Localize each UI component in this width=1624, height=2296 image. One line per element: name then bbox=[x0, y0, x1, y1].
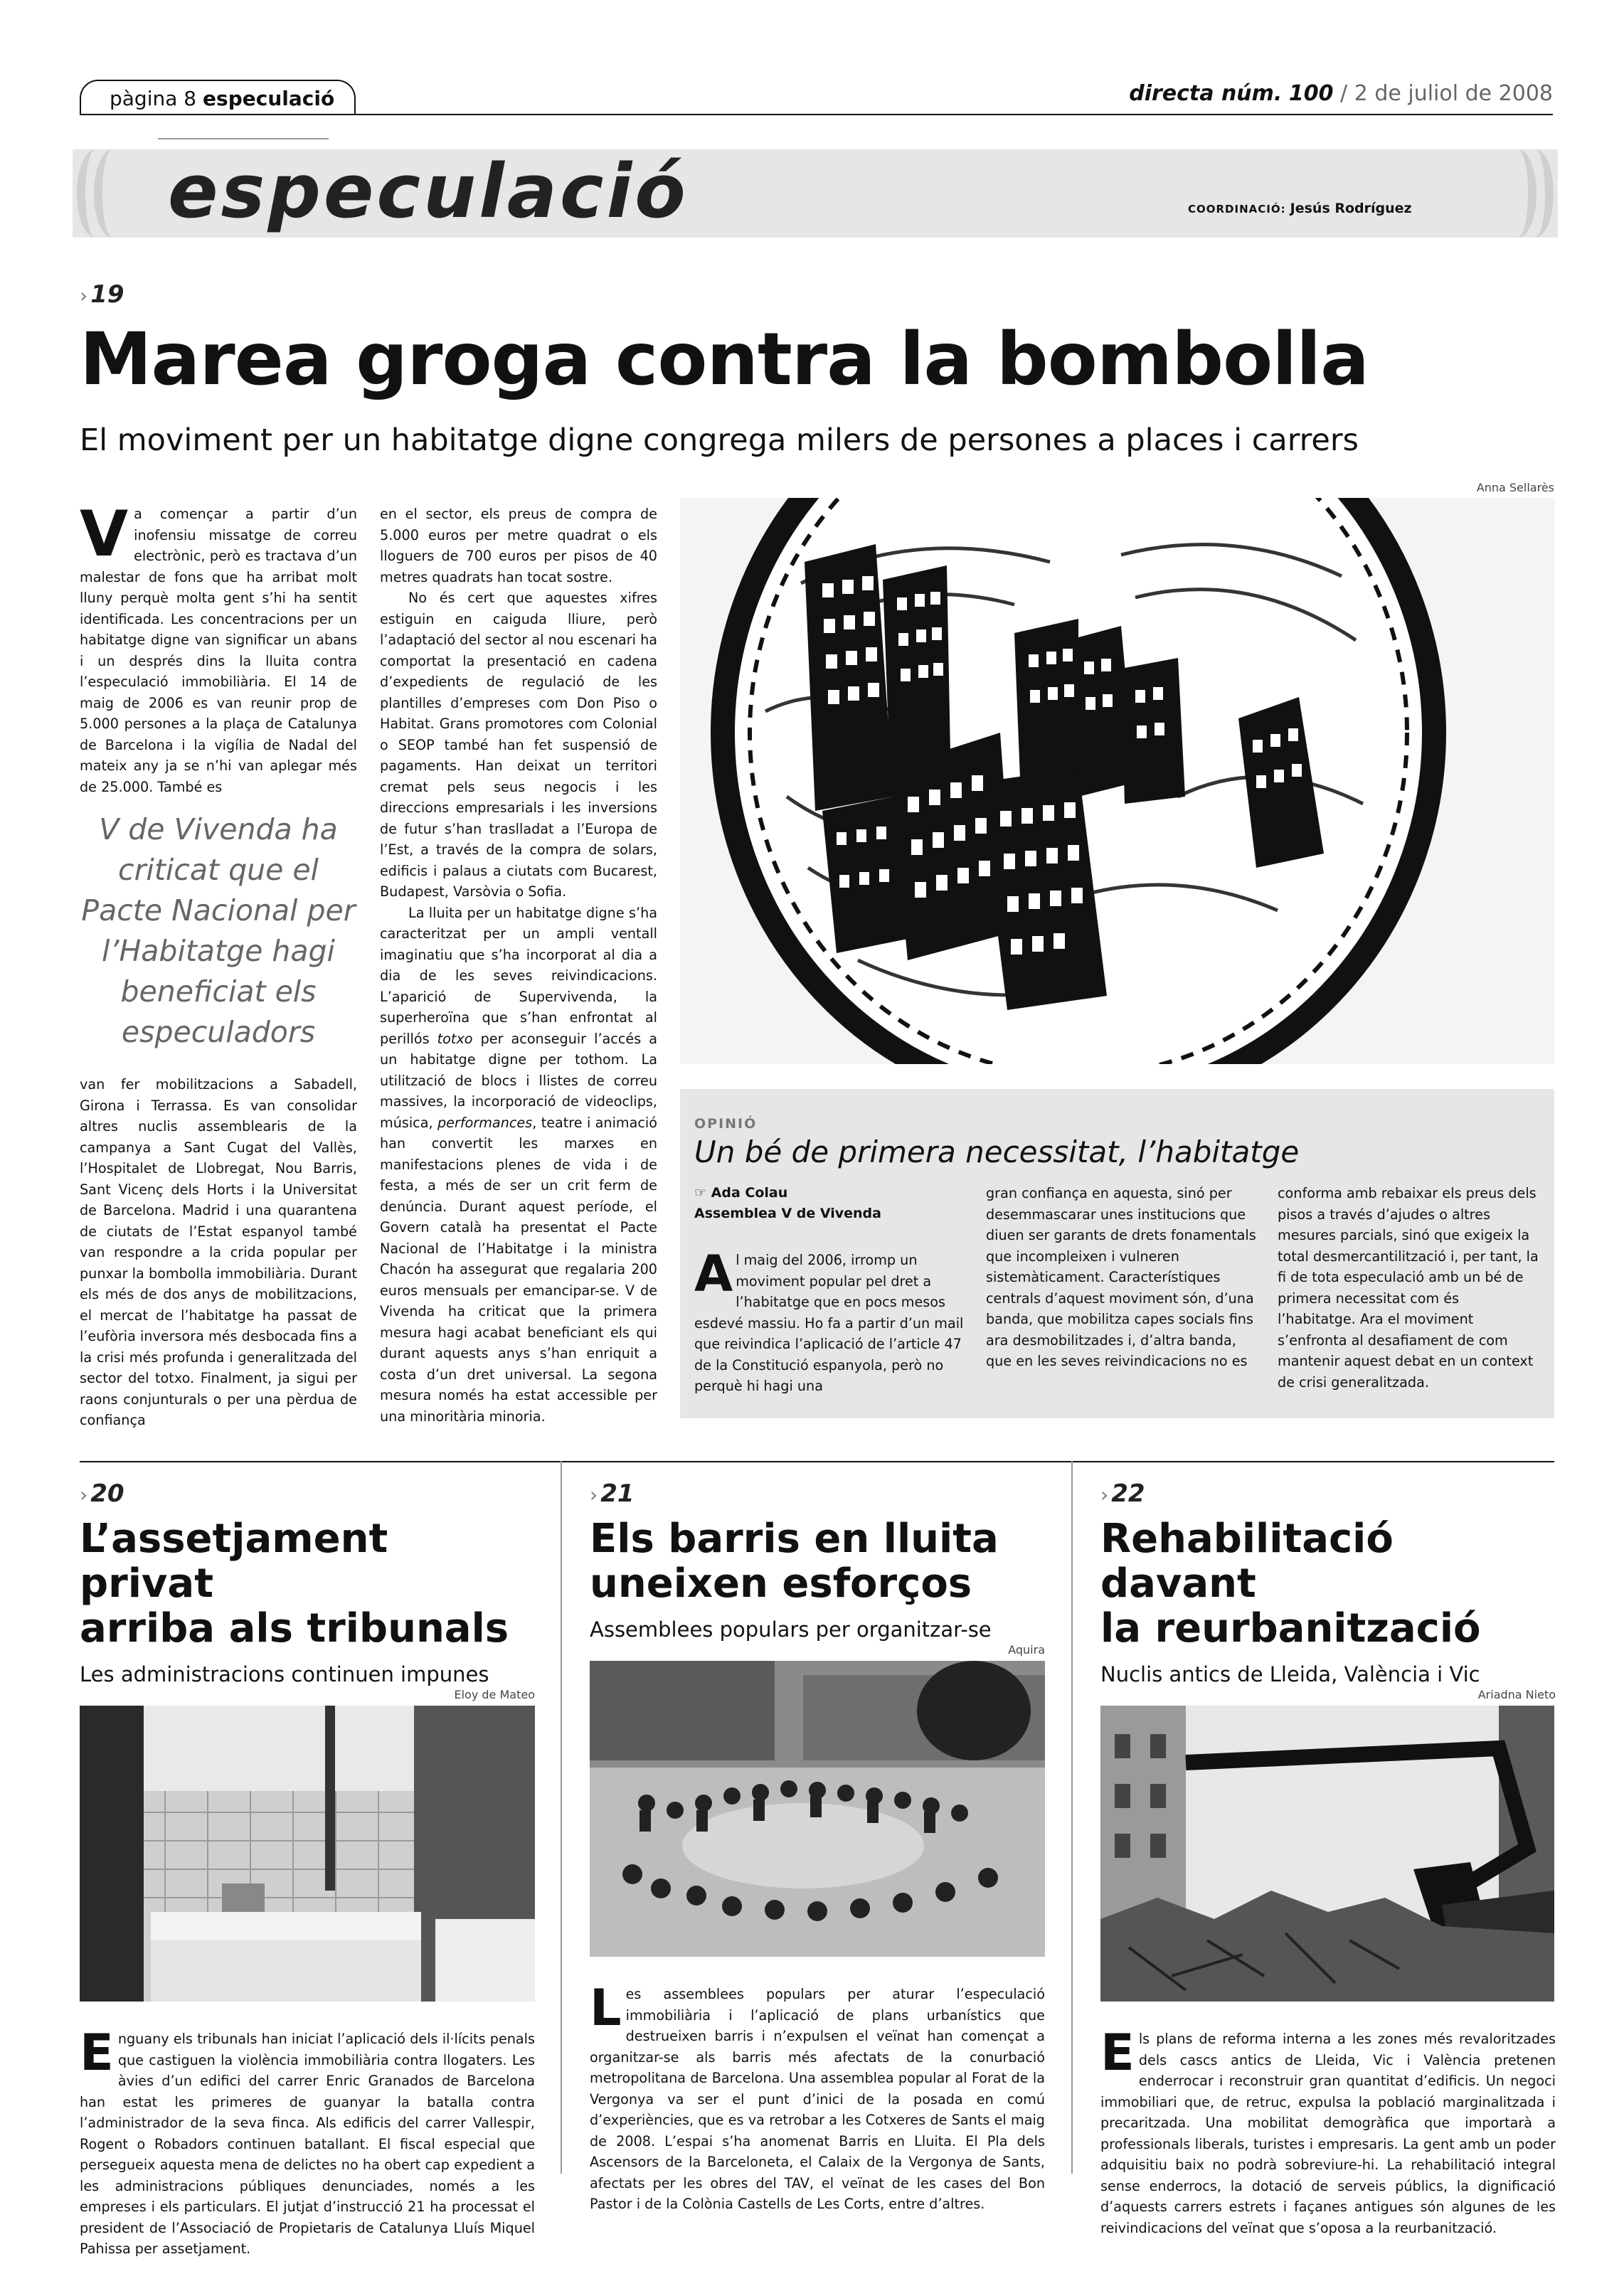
paragraph: es assemblees populars per aturar l’especulació immobiliària i l’aplicació de plans urbanístics que destrueixen barris i n’expulsen el veïnat han començat a organitzar-se als barris més afectats de la conurbació metropolitana de Barcelona. Una assemblea popular al Forat de la Vergonya va ser el punt d’inici de la posada en comú d’experiències, que es va retrobar a les Cotxeres de Sants el maig de 2008. L’espai s’ha anomenat Barris en Lluita. El Pla dels Ascensors de la Barceloneta, el Calaix de la Vergonya de Sants, afectats per les obres del TAV, el veïnat de les cases del Bon Pastor i de la Colònia Castells de Les Corts, entre d’altres. bbox=[590, 1986, 1045, 2212]
drop-cap: A bbox=[694, 1245, 733, 1303]
short-body bbox=[80, 2024, 535, 2260]
chevron-right-icon: › bbox=[590, 1483, 598, 1506]
subheadline: El moviment per un habitatge digne congrega milers de persones a places i carrers bbox=[80, 422, 1359, 458]
opinion-column-3: conforma amb rebaixar els preus dels pisos a través d’ajudes o altres mesures parcials, sinó que exigeix la total desmercantilització i, per tant, la fi de tota especulació amb un bé de primera necessitat com és l’habitatge. Ara el moviment s’enfronta al desafiament de com mantenir aquest debat en un context de crisi generalitzada. bbox=[1278, 1185, 1539, 1391]
drop-cap: E bbox=[1100, 2024, 1135, 2082]
photo-credit: Anna Sellarès bbox=[1476, 481, 1554, 494]
photo-credit: Ariadna Nieto bbox=[1477, 1688, 1556, 1701]
opinion-title: Un bé de primera necessitat, l’habitatge bbox=[694, 1134, 1300, 1169]
short-body bbox=[590, 1979, 1045, 2215]
article-number bbox=[80, 280, 124, 309]
paragraph: van fer mobilitzacions a Sabadell, Girona i Terrassa. Es van consolidar altres nuclis assemblearis de la campanya a Sant Cugat del Vallès, l’Hospitalet de Llobregat, Nou Barris, Sant Vicenç dels Horts i la Universitat de Barcelona. Madrid i una quarantena de ciutats de l’Estat espanyol també van respondre a la crida popular per punxar la bombolla immobiliària. Durant els més de dos anys de mobilitzacions, el mercat de l’habitatge ha passat de l’eufòria inversora més desbocada fins a la crisi més profunda i generalitzada del sector del totxo. Finalment, ja sigui per raons conjunturals o per una pèrdua de confiança bbox=[80, 1076, 357, 1428]
paragraph: No és cert que aquestes xifres estiguin en caiguda lliure, però l’adaptació del sector al nou escenari ha comportat la presentació en cadena d’expedients de regulació de les plantilles d’empreses com Don Piso o Habitat. Grans promotores com Colonial o SEOP també han fet suspensió de pagaments. Han deixat un territori cremat pels seus negocis i les direccions empresarials i les inversions de futur s’han traslladat a l’Europa de l’Est, a través de la compra de solars, edificis i palaus a ciutats com Bucarest, Budapest, Varsòvia o Sofia. bbox=[380, 590, 657, 900]
demolition-image bbox=[1100, 1706, 1554, 2002]
paragraph: en el sector, els preus de compra de 5.000 euros per metre quadrat o els lloguers de 700 euros per pisos de 40 metres quadrats han tocat sostre. bbox=[380, 506, 657, 585]
headline-line: L’assetjament privat bbox=[80, 1516, 388, 1607]
paragraph: l maig del 2006, irromp un moviment popular pel dret a l’habitatge que en pocs mesos esdevé massiu. Ho fa a partir d’un mail que reivindica l’aplicació de l’article 47 de la Constitució espanyola, però no perquè hi hagi una bbox=[694, 1252, 964, 1394]
kitchen-image bbox=[80, 1706, 535, 2002]
date-separator: / bbox=[1340, 81, 1348, 106]
article-number-value: 22 bbox=[1111, 1479, 1145, 1508]
short-article bbox=[590, 1479, 1045, 2215]
issue-date: 2 de juliol de 2008 bbox=[1354, 81, 1553, 106]
assembly-photo bbox=[590, 1661, 1045, 1957]
short-body bbox=[1100, 2024, 1556, 2238]
headline-line: uneixen esforços bbox=[590, 1561, 972, 1607]
article-number bbox=[590, 1479, 1045, 1508]
drop-cap: V bbox=[80, 497, 129, 570]
paragraph: nguany els tribunals han iniciat l’aplicació dels il·lícits penals que castiguen la violència immobiliària contra llogaters. Les àvies d’un edifici del carrer Enric Granados de Barcelona han estat les primeres de guanyar la batalla contra l’administrador de la seva finca. Als edificis del carrer Vallespir, Rogent o Robadors continuen batallant. El fiscal especial que persegueix aquesta mena de delictes no ha obert cap expedient a les administracions públiques denunciades, només a les empreses i els particulars. El jutjat d’instrucció 21 ha processat el president de l’Associació de Propietaris de Catalunya Lluís Miquel Pahissa per assetjament. bbox=[80, 2031, 535, 2257]
assembly-image bbox=[590, 1661, 1045, 1957]
short-article bbox=[80, 1479, 535, 2260]
decorative-rule bbox=[158, 138, 329, 139]
column-separator bbox=[561, 1461, 562, 2174]
page-label: pàgina bbox=[110, 87, 178, 110]
short-subheadline: Assemblees populars per organitzar-se bbox=[590, 1617, 992, 1642]
band-arc-left-2 bbox=[94, 149, 131, 238]
bottom-rule bbox=[80, 1461, 1554, 1462]
headline-line: Els barris en lluita bbox=[590, 1516, 999, 1562]
linocut-buildings-image bbox=[680, 498, 1554, 1064]
section-title: especulació bbox=[168, 148, 689, 235]
pull-quote: V de Vivenda ha criticat que el Pacte Nacional per l’Habitatge hagi beneficiat els especuladors bbox=[81, 812, 356, 1049]
article-column-1-continued bbox=[80, 1074, 357, 1431]
italic-run: performances bbox=[437, 1114, 533, 1131]
article-number-value: 19 bbox=[90, 280, 124, 309]
article-number bbox=[1100, 1479, 1556, 1508]
article-column-2 bbox=[380, 504, 657, 1427]
short-article bbox=[1100, 1479, 1556, 2238]
opinion-box bbox=[680, 1089, 1554, 1418]
headline-line: la reurbanització bbox=[1100, 1605, 1481, 1652]
article-number bbox=[80, 1479, 535, 1508]
drop-cap: L bbox=[590, 1979, 622, 2037]
coordination bbox=[1188, 201, 1412, 216]
opinion-byline bbox=[694, 1183, 936, 1224]
text-run: per aconseguir l’accés a un habitatge digne per tothom. La utilització de blocs i llistes de correu massives, la incorporació de videoclips, música, bbox=[380, 1030, 658, 1131]
headline: Marea groga contra la bombolla bbox=[80, 317, 1369, 402]
kitchen-photo bbox=[80, 1706, 535, 2002]
opinion-label: OPINIÓ bbox=[694, 1116, 758, 1132]
article-number-value: 20 bbox=[90, 1479, 124, 1508]
headline-line: arriba als tribunals bbox=[80, 1605, 509, 1652]
photo-credit: Eloy de Mateo bbox=[454, 1688, 535, 1701]
publication-name: directa núm. bbox=[1129, 81, 1283, 106]
page-number: 8 bbox=[184, 87, 197, 110]
page-section: especulació bbox=[203, 87, 335, 110]
column-separator bbox=[1071, 1461, 1073, 2174]
drop-cap: E bbox=[80, 2024, 114, 2082]
opinion-column-2: gran confiança en aquesta, sinó per desemmascarar unes institucions que diuen ser garants de drets fonamentals que incompleixen i vulneren sistemàticament. Característiques centrals d’aquest moviment són, d’una banda, que mobilitza capes socials fins ara desmobilitzades i, d’altra banda, que en les seves reivindicacions no es bbox=[986, 1185, 1256, 1369]
paragraph bbox=[380, 903, 657, 1428]
headline-line: Rehabilitació davant bbox=[1100, 1516, 1394, 1607]
text-run: , teatre i animació han convertit les marxes en manifestacions plenes de vida i de festa, a més de ser un crit ferm de denúncia. Durant aquest període, el Govern català ha presentat el Pacte Nacional de l’Habitatge i la ministra Chacón ha assegurat que regalaria 200 euros mensuals per emancipar-se. V de Vivenda ha criticat que la primera mesura hagi acabat beneficiant els qui durant aquests anys s’han enriquit a costa d’un dret universal. La segona mesura només ha estat accessible per una minoritària minoria. bbox=[380, 1114, 657, 1425]
chevron-right-icon: › bbox=[80, 284, 88, 307]
header-rule bbox=[80, 114, 1553, 115]
paragraph: ls plans de reforma interna a les zones més revaloritzades dels cascs antics de Lleida, Vic i València pretenen enderrocar i reconstruir gran quantitat d’edificis. Un negoci immobiliari que, de retruc, expulsa la població marginalitzada i precaritzada. Una mobilitat demogràfica que importarà a professionals liberals, turistes i empresaris. La gent amb un poder adquisitiu baix no podrà sobreviure-hi. La rehabilitació integral sense enderrocs, la dotació de serveis públics, la dignificació d’aquests carrers estrets i façanes antigues són algunes de les reivindicacions del veïnat que s’oposa a la reurbanització. bbox=[1100, 2031, 1556, 2236]
issue-number: 100 bbox=[1288, 81, 1334, 106]
short-subheadline: Les administracions continuen impunes bbox=[80, 1662, 489, 1686]
short-subheadline: Nuclis antics de Lleida, València i Vic bbox=[1100, 1662, 1480, 1686]
page-tab bbox=[80, 80, 356, 115]
hand-pointer-icon: ☞ bbox=[694, 1185, 707, 1201]
short-headline bbox=[1100, 1516, 1556, 1651]
article-number-value: 21 bbox=[600, 1479, 635, 1508]
main-illustration bbox=[680, 498, 1554, 1064]
coordinator-name: Jesús Rodríguez bbox=[1290, 201, 1412, 216]
article-column-1 bbox=[80, 497, 357, 797]
photo-credit: Aquira bbox=[1008, 1643, 1045, 1657]
issue-info bbox=[1129, 81, 1553, 106]
italic-run: totxo bbox=[437, 1030, 473, 1047]
band-arc-right-2 bbox=[1517, 149, 1554, 238]
opinion-column-1 bbox=[694, 1245, 965, 1397]
opinion-affiliation: Assemblea V de Vivenda bbox=[694, 1206, 881, 1221]
chevron-right-icon: › bbox=[1100, 1483, 1109, 1506]
demolition-photo bbox=[1100, 1706, 1554, 2002]
paragraph: a començar a partir d’un inofensiu missatge de correu electrònic, però es tractava d’un malestar de fons que ha arribat molt lluny perquè molta gent s’hi ha sentit identificada. Les concentracions per un habitatge digne van significar un abans i un després dins la lluita contra l’especulació immobiliària. El 14 de maig de 2006 es van reunir prop de 5.000 persones a la plaça de Catalunya de Barcelona i la vigília de Nadal del mateix any ja se n’hi van aplegar més de 25.000. També es bbox=[80, 506, 357, 795]
opinion-author: Ada Colau bbox=[711, 1185, 788, 1201]
coordination-label: COORDINACIÓ: bbox=[1188, 203, 1286, 216]
chevron-right-icon: › bbox=[80, 1483, 88, 1506]
short-headline bbox=[80, 1516, 535, 1651]
short-headline bbox=[590, 1516, 1045, 1606]
text-run: La lluita per un habitatge digne s’ha caracteritzat per un ampli ventall imaginatiu que s’ha incorporat al dia a dia de les seves reivindicacions. L’aparició de Supervivenda, la superheroïna que s’han enfrontat al perillós bbox=[380, 904, 657, 1047]
